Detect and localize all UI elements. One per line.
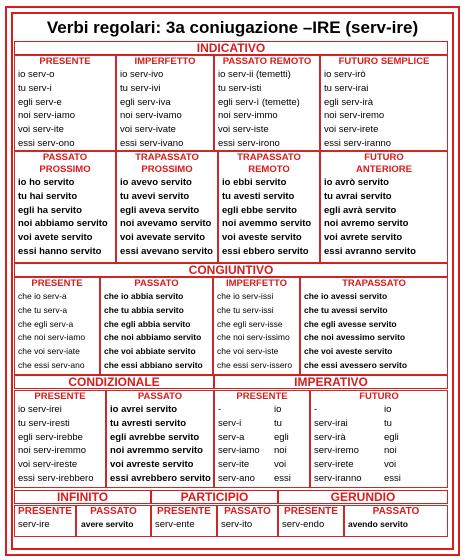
- conj-line: tu avesti servito: [222, 190, 295, 202]
- conj-line: che tu serv-issi: [217, 304, 274, 315]
- conj-line: che noi avessimo servito: [304, 332, 406, 343]
- conj-line: egli avrebbe servito: [110, 431, 200, 443]
- conj-line: essi avrebbero servito: [110, 472, 211, 484]
- tense-header: PRESENTE: [236, 391, 288, 402]
- tense-header: PRESENTE: [34, 391, 86, 402]
- conj-line: voi serv-ireste: [18, 459, 78, 471]
- tense-header: REMOTO: [248, 164, 290, 175]
- conj-line: che egli avesse servito: [304, 318, 397, 329]
- tense-header: PRESENTE: [31, 278, 83, 289]
- tense-header: PASSATO: [372, 506, 420, 517]
- conj-line: io ebbi servito: [222, 177, 287, 188]
- congiuntivo-presente: [14, 277, 100, 375]
- section-congiuntivo: CONGIUNTIVO: [14, 263, 448, 277]
- conj-line: tu avresti servito: [110, 417, 187, 429]
- tense-header: PASSATO: [224, 506, 271, 517]
- conj-line: tu serv-ivi: [120, 82, 161, 94]
- indicativo-futuro-semplice: [320, 55, 448, 151]
- tense-header: PASSATO: [134, 278, 179, 289]
- conj-form: serv-a: [218, 431, 245, 443]
- tense-header: TRAPASSATO: [237, 152, 301, 163]
- conj-line: che essi avessero servito: [304, 359, 408, 370]
- conj-line: avendo servito: [348, 519, 408, 529]
- conj-line: che voi abbiate servito: [104, 346, 196, 357]
- tense-header: FUTURO: [359, 391, 399, 402]
- section-gerundio: GERUNDIO: [278, 490, 448, 504]
- tense-header: PASSATO: [137, 391, 183, 402]
- conj-form: serv-iranno: [314, 472, 362, 484]
- tense-header: FUTURO SEMPLICE: [338, 56, 430, 67]
- condizionale-passato: [106, 390, 214, 488]
- tense-header: PROSSIMO: [39, 164, 91, 175]
- conj-line: egli aveva servito: [120, 204, 200, 216]
- conj-pronoun: io: [274, 404, 282, 415]
- conj-line: noi serv-iremo: [324, 110, 385, 122]
- conj-line: che essi abbiano servito: [104, 359, 203, 370]
- conj-line: noi serv-iremmo: [18, 445, 87, 457]
- conj-line: egli serv-e: [18, 96, 62, 108]
- conj-line: io serv-ii (temetti): [218, 69, 291, 80]
- conj-pronoun: egli: [274, 431, 289, 443]
- conj-form: serv-i: [218, 417, 242, 429]
- conj-line: avere servito: [81, 519, 134, 529]
- conj-line: noi avremo servito: [324, 218, 409, 230]
- conj-line: che tu serv-a: [18, 304, 68, 315]
- tense-header: PRESENTE: [157, 506, 211, 517]
- condizionale-presente: [14, 390, 106, 488]
- conj-pronoun: voi: [384, 459, 397, 471]
- conj-line: voi avrete servito: [324, 232, 403, 244]
- conj-form: serv-iremo: [314, 445, 359, 457]
- conj-line: voi serv-irete: [324, 124, 379, 136]
- conj-line: serv-endo: [282, 519, 325, 530]
- conj-pronoun: essi: [274, 472, 291, 484]
- conj-form: -: [218, 404, 222, 415]
- conj-line: che voi serv-iate: [18, 346, 80, 357]
- tense-header: TRAPASSATO: [135, 152, 199, 163]
- tense-header: PASSATO REMOTO: [222, 56, 312, 67]
- conj-pronoun: voi: [274, 459, 287, 471]
- conj-line: voi serv-ivate: [120, 124, 176, 136]
- conj-line: serv-ito: [221, 519, 253, 530]
- conj-line: noi serv-ivamo: [120, 110, 182, 122]
- participio-passato: [217, 505, 278, 537]
- conj-line: che essi serv-issero: [217, 359, 293, 370]
- section-infinito: INFINITO: [14, 490, 151, 504]
- conj-line: voi aveste servito: [222, 232, 302, 244]
- conj-pronoun: io: [384, 404, 392, 415]
- conj-pronoun: tu: [384, 417, 392, 429]
- tense-header: FUTURO: [364, 152, 404, 163]
- conj-line: tu avrai servito: [324, 190, 392, 202]
- tense-header: PRESENTE: [18, 506, 72, 517]
- conj-line: essi serv-irebbero: [18, 472, 94, 484]
- indicativo-trapassato-remoto: [218, 151, 320, 263]
- conj-line: noi abbiamo servito: [18, 218, 108, 230]
- conj-line: serv-ente: [155, 519, 195, 530]
- participio-presente: [151, 505, 217, 537]
- congiuntivo-imperfetto: [213, 277, 300, 375]
- conj-form: serv-iamo: [218, 445, 260, 457]
- tense-header: PASSATO: [90, 506, 137, 517]
- conj-line: tu serv-i: [18, 82, 52, 94]
- indicativo-passato-remoto: [214, 55, 320, 151]
- tense-header: IMPERFETTO: [134, 56, 196, 67]
- conj-line: essi serv-ono: [18, 137, 75, 149]
- conj-line: serv-ire: [18, 519, 50, 530]
- conj-line: che noi serv-iamo: [18, 332, 86, 343]
- conj-line: egli avrà servito: [324, 204, 397, 216]
- tense-header: ANTERIORE: [356, 164, 412, 175]
- conj-line: io avevo servito: [120, 177, 192, 188]
- conj-line: voi avreste servito: [110, 459, 194, 471]
- conj-line: tu serv-iresti: [18, 417, 70, 429]
- conj-line: tu serv-irai: [324, 82, 369, 94]
- section-condizionale: CONDIZIONALE: [14, 375, 214, 389]
- conj-line: noi serv-immo: [218, 110, 278, 122]
- infinito-presente: [14, 505, 76, 537]
- conj-line: io serv-irò: [324, 69, 366, 80]
- indicativo-imperfetto: [116, 55, 214, 151]
- tense-header: PRESENTE: [39, 56, 91, 67]
- conj-line: che noi abbiamo servito: [104, 332, 202, 343]
- conj-line: essi serv-irono: [218, 137, 280, 149]
- conj-form: serv-ano: [218, 472, 255, 484]
- conj-line: noi avevamo servito: [120, 218, 212, 230]
- conj-line: che io avessi servito: [304, 291, 388, 301]
- conj-line: che voi serv-iste: [217, 346, 279, 357]
- conj-line: io ho servito: [18, 177, 75, 188]
- conj-line: che egli abbia servito: [104, 318, 191, 329]
- conj-line: tu avevi servito: [120, 190, 190, 202]
- conj-line: che io serv-issi: [217, 291, 274, 301]
- conj-line: essi serv-ivano: [120, 137, 184, 149]
- conj-line: tu serv-isti: [218, 82, 262, 94]
- conj-line: egli ebbe servito: [222, 204, 297, 216]
- conj-pronoun: noi: [274, 445, 287, 457]
- conj-line: egli serv-irà: [324, 96, 374, 108]
- conj-line: che io abbia servito: [104, 291, 184, 301]
- conj-line: egli serv-iva: [120, 96, 171, 108]
- conj-line: tu hai servito: [18, 190, 78, 202]
- section-indicativo: INDICATIVO: [14, 41, 448, 55]
- conj-line: essi hanno servito: [18, 245, 102, 257]
- imperativo-presente: [214, 390, 310, 488]
- conj-line: essi avevano servito: [120, 245, 213, 257]
- conj-line: io avrò servito: [324, 177, 389, 188]
- conj-line: essi serv-iranno: [324, 137, 392, 149]
- conj-line: noi avremmo servito: [110, 445, 203, 457]
- conj-line: io serv-ivo: [120, 69, 164, 80]
- conj-line: voi serv-iste: [218, 124, 269, 136]
- conj-form: serv-irà: [314, 431, 346, 443]
- tense-header: TRAPASSATO: [342, 278, 406, 289]
- indicativo-passato-prossimo: [14, 151, 116, 263]
- conj-form: serv-irai: [314, 417, 348, 429]
- gerundio-presente: [278, 505, 344, 537]
- conj-pronoun: egli: [384, 431, 399, 443]
- conj-line: noi serv-iamo: [18, 110, 76, 122]
- conj-line: essi ebbero servito: [222, 245, 309, 257]
- conj-line: che io serv-a: [18, 291, 67, 301]
- infinito-passato: [76, 505, 151, 537]
- conj-line: che egli serv-a: [18, 318, 74, 329]
- conj-line: che noi serv-issimo: [217, 332, 290, 343]
- tense-header: PRESENTE: [284, 506, 338, 517]
- congiuntivo-trapassato: [300, 277, 448, 375]
- indicativo-presente: [14, 55, 116, 151]
- conj-line: che egli serv-isse: [217, 318, 283, 329]
- conj-line: voi serv-ite: [18, 124, 64, 136]
- conj-form: serv-ite: [218, 459, 250, 471]
- page-title: Verbi regolari: 3a coniugazione –IRE (serv-ire): [46, 18, 419, 37]
- gerundio-passato: [344, 505, 448, 537]
- conj-line: voi avevate servito: [120, 232, 206, 244]
- conj-line: che tu avessi servito: [304, 304, 388, 315]
- conj-line: io avrei servito: [110, 404, 178, 415]
- conj-pronoun: essi: [384, 472, 401, 484]
- section-participio: PARTICIPIO: [151, 490, 278, 504]
- conj-line: io serv-o: [18, 69, 55, 80]
- tense-header: PROSSIMO: [141, 164, 193, 175]
- conj-line: che tu abbia servito: [104, 304, 184, 315]
- indicativo-futuro-anteriore: [320, 151, 448, 263]
- congiuntivo-passato: [100, 277, 213, 375]
- conj-line: voi avete servito: [18, 232, 93, 244]
- conj-form: -: [314, 404, 318, 415]
- tense-header: IMPERFETTO: [225, 278, 288, 289]
- imperativo-futuro: [310, 390, 448, 488]
- conj-line: egli serv-ì (temette): [218, 96, 300, 108]
- section-imperativo: IMPERATIVO: [214, 375, 448, 389]
- conj-line: noi avemmo servito: [222, 218, 312, 230]
- tense-header: PASSATO: [42, 152, 88, 163]
- conj-line: io serv-irei: [18, 404, 62, 415]
- conj-pronoun: tu: [274, 417, 282, 429]
- conj-line: egli ha servito: [18, 204, 82, 216]
- conj-line: che voi aveste servito: [304, 346, 393, 357]
- conj-line: essi avranno servito: [324, 245, 416, 257]
- conj-pronoun: noi: [384, 445, 397, 457]
- conj-line: egli serv-irebbe: [18, 431, 83, 443]
- indicativo-trapassato-prossimo: [116, 151, 218, 263]
- conj-line: che essi serv-ano: [18, 359, 85, 370]
- conj-form: serv-irete: [314, 459, 354, 471]
